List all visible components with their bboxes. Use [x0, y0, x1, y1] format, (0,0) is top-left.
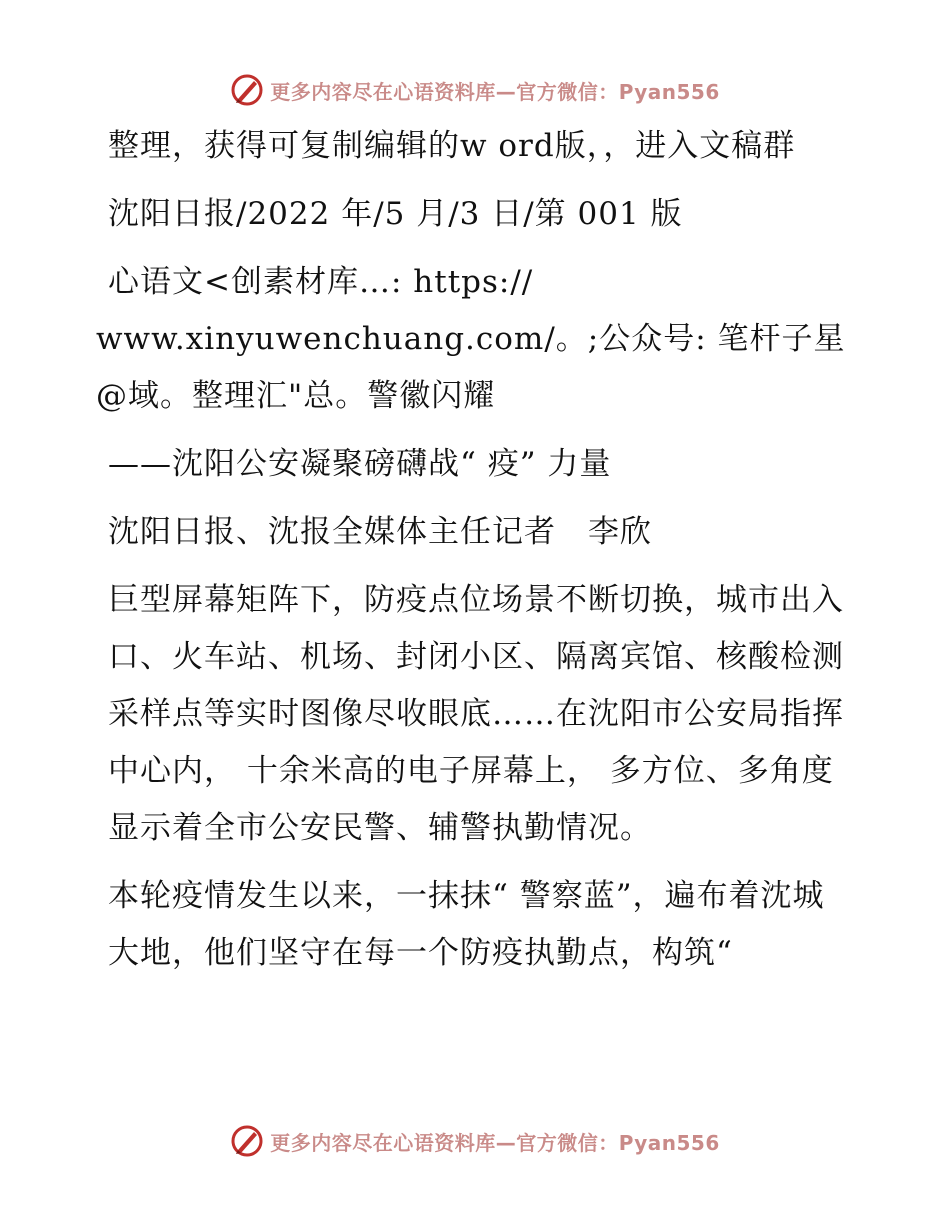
intro-paragraph: 整理，获得可复制编辑的w ord版，，进入文稿群	[108, 128, 796, 164]
red-seal-pen-icon	[230, 73, 264, 107]
header-watermark-text: 更多内容尽在心语资料库—官方微信：Pyan556	[270, 79, 720, 104]
source-line: 沈阳日报/2022 年/5 月/3 日/第 001 版	[108, 196, 683, 232]
subtitle: ——沈阳公安凝聚磅礴战“ 疫” 力量	[108, 446, 612, 482]
footer-watermark-banner	[0, 1121, 950, 1161]
document-body	[96, 118, 856, 993]
footer-watermark-text: 更多内容尽在心语资料库—官方微信：Pyan556	[270, 1130, 720, 1155]
site-url-line: www.xinyuwenchuang.com/。;公众号: 笔杆子星@域。整理汇"总。警徽闪耀	[96, 321, 846, 414]
red-seal-pen-icon	[230, 1124, 264, 1158]
body-paragraph-2: 本轮疫情发生以来，一抹抹“ 警察蓝”，遍布着沈城大地，他们坚守在每一个防疫执勤点，构筑“	[108, 878, 825, 971]
site-line: 心语文<创素材库…: https://	[108, 264, 534, 300]
body-paragraph-1: 巨型屏幕矩阵下，防疫点位场景不断切换，城市出入口、火车站、机场、封闭小区、隔离宾馆、核酸检测采样点等实时图像尽收眼底……在沈阳市公安局指挥中心内， 十余米高的电子屏幕上， 多方位、多角度显示着全市公安民警、辅警执勤情况。	[108, 582, 844, 846]
byline: 沈阳日报、沈报全媒体主任记者 李欣	[108, 514, 652, 550]
header-watermark-banner	[0, 70, 950, 110]
